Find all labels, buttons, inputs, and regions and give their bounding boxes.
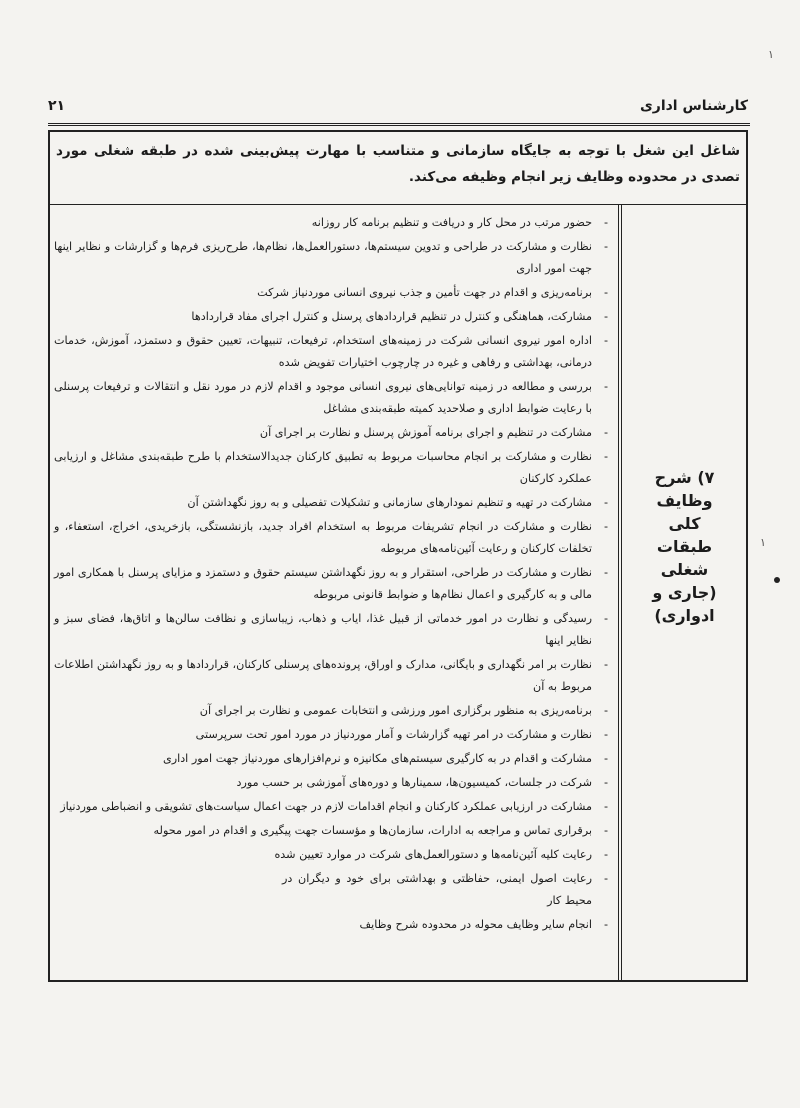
bullet-dash: -: [603, 286, 608, 299]
bullet-dash: -: [603, 728, 608, 741]
section-label-line: طبقات: [656, 537, 713, 556]
duty-item: [54, 282, 608, 304]
duty-text: اداره امور نیروی انسانی شرکت در زمینه‌های استخدام، ترفیعات، تنبیهات، تعیین حقوق و دستمزد، آموزش، خدمات درمانی، بهداشتی و رفاهی و غیره در چارچوب اختیارات تفویض شده: [54, 334, 592, 369]
bullet-dash: -: [603, 240, 608, 253]
bullet-dash: -: [603, 776, 608, 789]
bullet-dash: -: [603, 752, 608, 765]
page-number: ۲۱: [48, 98, 66, 114]
duty-text: انجام سایر وظایف محوله در محدوده شرح وظایف: [359, 918, 592, 931]
duty-text: مشارکت در تهیه و تنظیم نمودارهای سازمانی و تشکیلات تفصیلی و به روز نگهداشتن آن: [187, 496, 592, 509]
duty-item: [54, 914, 608, 936]
duty-list: [54, 212, 608, 938]
duty-text: بررسی و مطالعه در زمینه توانایی‌های نیروی انسانی موجود و اقدام لازم در مورد نقل و انتقالات و ترفیعات پرسنلی با رعایت ضوابط اداری و صلاحدید کمیته طبقه‌بندی مشاغل: [54, 380, 592, 415]
margin-mark-top: ۱: [768, 48, 774, 61]
duty-item: [54, 446, 608, 490]
section-label-line: ادواری): [654, 606, 715, 625]
duty-text: نظارت بر امر نگهداری و بایگانی، مدارک و اوراق، پرونده‌های پرسنلی کارکنان، قراردادها و به روز نگهداشتن اطلاعات مربوط به آن: [54, 658, 592, 693]
duty-text: مشارکت در ارزیابی عملکرد کارکنان و انجام اقدامات لازم در جهت اعمال سیاست‌های تشویقی و انضباطی موردنیاز: [60, 800, 592, 813]
duty-text: شرکت در جلسات، کمیسیون‌ها، سمینارها و دوره‌های آموزشی بر حسب مورد: [236, 776, 592, 789]
section-label-line: (جاری و: [652, 583, 717, 602]
bullet-dash: -: [603, 824, 608, 837]
section-label-line: ۷) شرح: [654, 468, 715, 487]
duty-item: [54, 820, 608, 842]
duty-item: [54, 516, 608, 560]
bullet-dash: -: [603, 566, 608, 579]
duty-text: مشارکت در تنظیم و اجرای برنامه آموزش پرسنل و نظارت بر اجرای آن: [259, 426, 592, 439]
duty-text: رسیدگی و نظارت در امور خدماتی از قبیل غذا، ایاب و ذهاب، زیباسازی و نظافت سالن‌ها و اتاق‌ها، فضای سبز و نظایر اینها: [54, 612, 592, 647]
bullet-dash: -: [603, 872, 608, 885]
column-divider: [618, 204, 622, 980]
duty-item: [54, 724, 608, 746]
duty-item: [54, 422, 608, 444]
bullet-dash: -: [603, 216, 608, 229]
bullet-dash: -: [603, 496, 608, 509]
duty-item: [54, 212, 608, 234]
duty-text: رعایت کلیه آئین‌نامه‌ها و دستورالعمل‌های شرکت در موارد تعیین شده: [274, 848, 592, 861]
duty-item: [54, 306, 608, 328]
duty-text: برنامه‌ریزی و اقدام در جهت تأمین و جذب نیروی انسانی موردنیاز شرکت: [257, 286, 592, 299]
header-title: کارشناس اداری: [639, 98, 748, 114]
duty-text: نظارت و مشارکت در انجام تشریفات مربوط به استخدام افراد جدید، بازنشستگی، بازخریدی، اخراج، استعفاء، و تخلفات کارکنان و رعایت آئین‌نامه‌های مربوطه: [54, 520, 592, 555]
bullet-dash: -: [603, 520, 608, 533]
section-label: [623, 466, 746, 627]
intro-text: شاغل این شغل با توجه به جایگاه سازمانی و متناسب با مهارت پیش‌بینی شده در طبقه شغلی مورد تصدی در محدوده وظایف زیر انجام وظیفه می‌کند.: [56, 143, 740, 185]
duty-item: [54, 796, 608, 818]
duty-item: [54, 330, 608, 374]
bullet-dash: -: [603, 918, 608, 931]
bullet-dash: -: [603, 848, 608, 861]
duty-item: [54, 868, 608, 912]
duty-text: برنامه‌ریزی به منظور برگزاری امور ورزشی و انتخابات عمومی و نظارت بر اجرای آن: [199, 704, 592, 717]
bullet-dash: -: [603, 800, 608, 813]
bullet-dash: -: [603, 704, 608, 717]
margin-mark-middle: ۱: [760, 536, 766, 549]
duty-text: حضور مرتب در محل کار و دریافت و تنظیم برنامه کار روزانه: [311, 216, 592, 229]
margin-dot: [774, 577, 780, 583]
bullet-dash: -: [603, 426, 608, 439]
duty-item: [54, 492, 608, 514]
bullet-dash: -: [603, 450, 608, 463]
duty-item: [54, 236, 608, 280]
bullet-dash: -: [603, 380, 608, 393]
duty-item: [54, 844, 608, 866]
duty-text: نظارت و مشارکت در طراحی، استقرار و به روز نگهداشتن سیستم حقوق و دستمزد و مزایای پرسنل با همکاری امور مالی و به کارگیری و اعمال نظام‌ها و ضوابط قانونی مربوطه: [54, 566, 592, 601]
duty-item: [54, 562, 608, 606]
bullet-dash: -: [603, 334, 608, 347]
duty-item: [54, 376, 608, 420]
duty-text: نظارت و مشارکت بر انجام محاسبات مربوط به تطبیق کارکنان جدیدالاستخدام با طرح طبقه‌بندی مشاغل و ارزیابی عملکرد کارکنان: [54, 450, 592, 485]
bullet-dash: -: [603, 612, 608, 625]
duty-item: [54, 772, 608, 794]
duty-text: نظارت و مشارکت در امر تهیه گزارشات و آمار موردنیاز در مورد امور تحت سرپرستی: [195, 728, 592, 741]
intro-divider: [50, 204, 746, 205]
duty-item: [54, 654, 608, 698]
duties-table: [48, 130, 748, 982]
section-label-line: کلی: [668, 514, 701, 533]
page-header: [48, 96, 748, 116]
duty-text: نظارت و مشارکت در طراحی و تدوین سیستم‌ها، دستورالعمل‌ها، نظام‌ها، طرح‌ریزی فرم‌ها و گزارشات و نظایر اینها جهت امور اداری: [54, 240, 592, 275]
duty-text: برقراری تماس و مراجعه به ادارات، سازمان‌ها و مؤسسات جهت پیگیری و اقدام در امور محوله: [153, 824, 592, 837]
duty-item: [54, 748, 608, 770]
duty-item: [54, 608, 608, 652]
duty-text: مشارکت، هماهنگی و کنترل در تنظیم قراردادهای پرسنل و کنترل اجرای مفاد قراردادها: [191, 310, 592, 323]
duty-item: [54, 700, 608, 722]
duty-text: رعایت اصول ایمنی، حفاظتی و بهداشتی برای خود و دیگران در محیط کار: [282, 872, 592, 907]
bullet-dash: -: [603, 658, 608, 671]
duty-text: مشارکت و اقدام در به کارگیری سیستم‌های مکانیزه و نرم‌افزارهای موردنیاز جهت امور اداری: [162, 752, 592, 765]
header-rule: [48, 123, 750, 126]
bullet-dash: -: [603, 310, 608, 323]
section-label-line: شغلی: [660, 560, 709, 579]
section-label-line: وظایف: [656, 491, 713, 510]
